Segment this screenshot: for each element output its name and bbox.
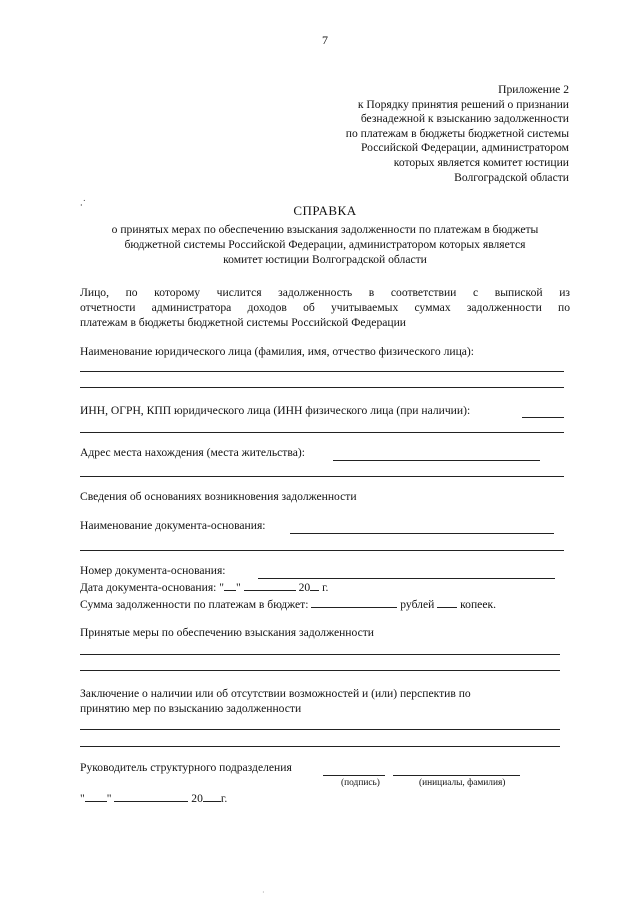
doc-date-quote: " <box>236 581 241 594</box>
rubles-label: рублей <box>400 598 435 611</box>
doc-date-suffix: г. <box>322 581 329 594</box>
appendix-line: к Порядку принятия решений о признании <box>357 97 569 111</box>
page-number: 7 <box>322 33 328 47</box>
subtitle-line: комитет юстиции Волгоградской области <box>223 253 427 266</box>
intro-line: платежам в бюджеты бюджетной системы Российской Федерации <box>80 316 407 329</box>
doc-date-label: Дата документа-основания: " <box>80 581 225 594</box>
doc-date-year-blank[interactable] <box>310 580 319 591</box>
appendix-line: Приложение 2 <box>498 83 569 96</box>
debt-rubles-blank[interactable] <box>311 597 397 608</box>
sign-date-year-blank[interactable] <box>203 791 221 802</box>
scan-dot-icon: · <box>262 888 265 897</box>
subtitle-line: о принятых мерах по обеспечению взыскания задолженности по платежам в бюджеты <box>111 223 539 236</box>
signature-line[interactable] <box>323 775 385 776</box>
signature-caption: (подпись) <box>341 778 380 788</box>
inn-blank[interactable] <box>522 417 564 418</box>
conclusion-line-1[interactable] <box>80 729 560 730</box>
doc-date-month-blank[interactable] <box>244 580 296 591</box>
doc-name-line[interactable] <box>80 550 564 551</box>
measures-line-2[interactable] <box>80 670 560 671</box>
appendix-line: безнадежной к взысканию задолженности <box>360 112 569 126</box>
doc-number-label: Номер документа-основания: <box>80 564 226 577</box>
subtitle-line: бюджетной системы Российской Федерации, администратором которых является <box>124 238 526 251</box>
document-subtitle <box>80 222 570 267</box>
sign-date-row <box>80 791 227 805</box>
sign-date-day-blank[interactable] <box>85 791 107 802</box>
entity-name-label: Наименование юридического лица (фамилия, имя, отчество физического лица): <box>80 345 475 358</box>
document-title: СПРАВКА <box>293 203 357 218</box>
debt-sum-row <box>80 597 496 611</box>
appendix-block <box>269 83 569 185</box>
doc-date-row <box>80 580 328 594</box>
kopecks-label: копеек. <box>460 598 497 611</box>
sign-date-close-quote: " <box>106 792 112 805</box>
doc-number-blank[interactable] <box>258 578 555 579</box>
head-label: Руководитель структурного подразделения <box>80 761 292 774</box>
appendix-line: которых является комитет юстиции <box>393 155 569 169</box>
scan-mark-icon: ⸳˙ <box>80 199 87 210</box>
measures-line-1[interactable] <box>80 654 560 655</box>
intro-paragraph <box>80 285 570 330</box>
address-label: Адрес места нахождения (места жительства): <box>80 446 305 459</box>
initials-line[interactable] <box>393 775 520 776</box>
inn-label: ИНН, ОГРН, КПП юридического лица (ИНН физического лица (при наличии): <box>80 404 471 417</box>
address-blank[interactable] <box>333 460 540 461</box>
conclusion-label-line-2: принятию мер по взысканию задолженности <box>80 702 302 715</box>
address-line[interactable] <box>80 476 564 477</box>
entity-name-line-2[interactable] <box>80 387 564 388</box>
conclusion-line-2[interactable] <box>80 746 560 747</box>
intro-line: отчетности администратора доходов об учитываемых суммах задолженности по <box>80 301 570 314</box>
conclusion-label-line-1: Заключение о наличии или об отсутствии возможностей и (или) перспектив по <box>80 687 471 700</box>
doc-name-blank[interactable] <box>290 533 554 534</box>
appendix-line: Волгоградской области <box>454 170 569 184</box>
sign-date-year: 20 <box>191 792 203 805</box>
intro-line: Лицо, по которому числится задолженность в соответствии с выпиской из <box>80 286 570 299</box>
sign-date-suffix: г. <box>220 792 228 805</box>
doc-name-label: Наименование документа-основания: <box>80 519 266 532</box>
inn-line[interactable] <box>80 432 564 433</box>
doc-date-day-blank[interactable] <box>224 580 236 591</box>
initials-caption: (инициалы, фамилия) <box>419 778 506 788</box>
appendix-line: по платежам в бюджеты бюджетной системы <box>345 126 569 140</box>
grounds-heading: Сведения об основаниях возникновения задолженности <box>80 490 357 503</box>
appendix-line: Российской Федерации, администратором <box>361 141 569 155</box>
entity-name-line-1[interactable] <box>80 371 564 372</box>
doc-date-year: 20 <box>298 581 311 594</box>
sign-date-open-quote: " <box>80 792 85 805</box>
debt-kopecks-blank[interactable] <box>437 597 457 608</box>
debt-sum-label: Сумма задолженности по платежам в бюджет: <box>80 598 309 611</box>
sign-date-month-blank[interactable] <box>114 791 188 802</box>
measures-label: Принятые меры по обеспечению взыскания задолженности <box>80 626 375 639</box>
